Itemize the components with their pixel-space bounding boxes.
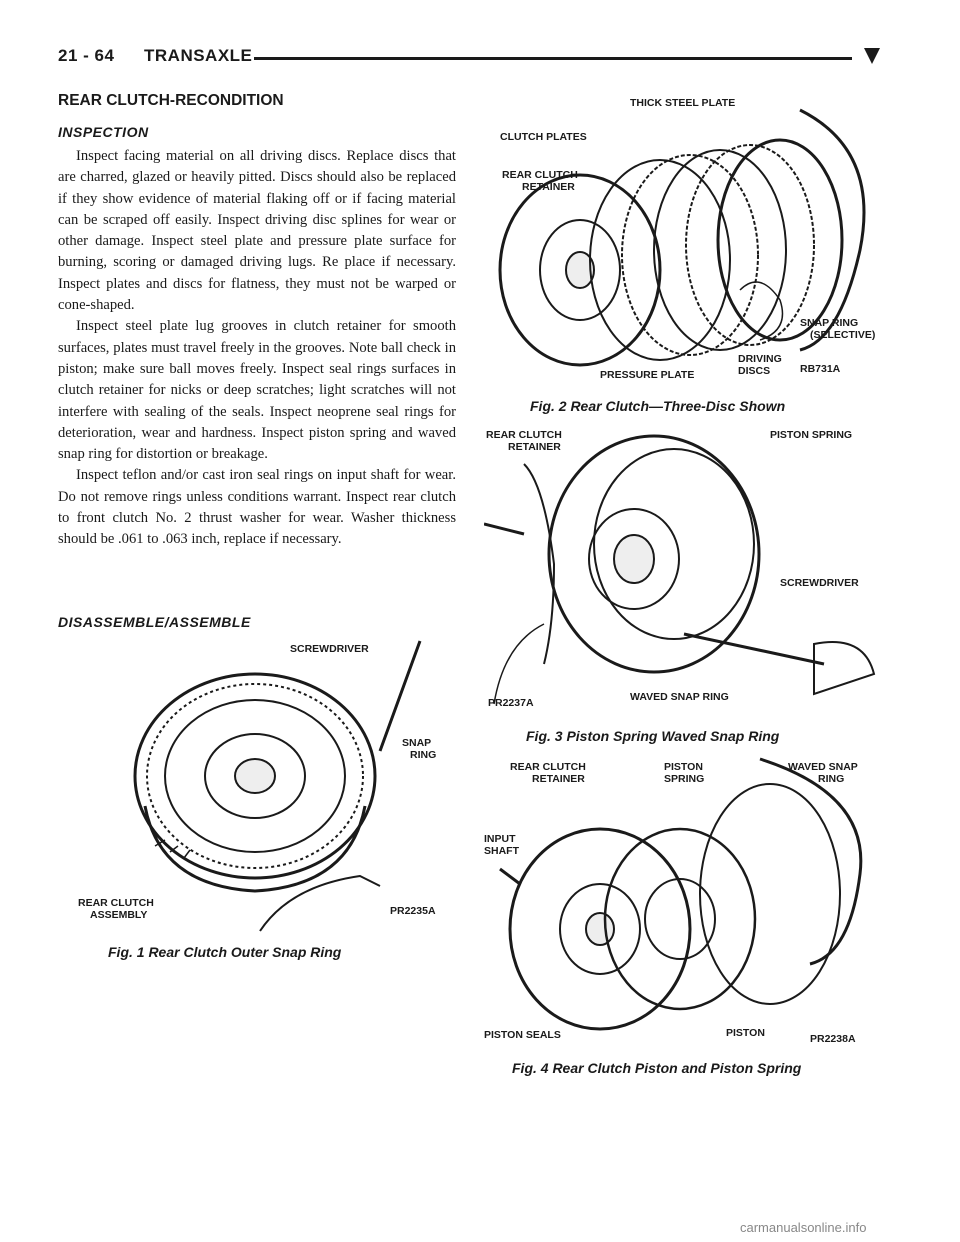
inspection-text (58, 146, 456, 551)
fig3-illustration (484, 424, 880, 720)
fig4-figure-code: PR2238A (810, 1033, 856, 1045)
fig4-label-retainer-2: RETAINER (532, 773, 585, 785)
fig1-label-ring: RING (410, 749, 437, 761)
fig4-label-waved-1: WAVED SNAP (788, 761, 858, 773)
inspection-heading: INSPECTION (58, 124, 149, 140)
fig3-figure-code: PR2237A (488, 697, 534, 709)
fig2-figure-code: RB731A (800, 363, 841, 375)
fig1-caption: Fig. 1 Rear Clutch Outer Snap Ring (108, 944, 342, 960)
fig1-figure-code: PR2235A (390, 905, 436, 917)
section-name: TRANSAXLE (144, 46, 253, 65)
fig4-caption: Fig. 4 Rear Clutch Piston and Piston Spring (512, 1060, 802, 1076)
page-header (58, 46, 880, 70)
header-rule (254, 57, 852, 60)
fig3-label-retainer-1: REAR CLUTCH (486, 429, 562, 441)
fig2-label-selective: (SELECTIVE) (810, 329, 876, 341)
triangle-marker-icon (864, 48, 880, 64)
fig1-clutch-drawing (135, 641, 420, 931)
fig4-label-piston-1: PISTON (664, 761, 703, 773)
fig2-illustration (480, 90, 880, 390)
fig4-illustration (480, 754, 880, 1054)
fig3-caption: Fig. 3 Piston Spring Waved Snap Ring (526, 728, 780, 744)
disassemble-heading: DISASSEMBLE/ASSEMBLE (58, 614, 251, 630)
fig2-label-discs: DISCS (738, 365, 771, 377)
fig3-label-waved-snap-ring: WAVED SNAP RING (630, 691, 729, 703)
fig1-label-screwdriver: SCREWDRIVER (290, 643, 369, 655)
fig3-label-piston-spring: PISTON SPRING (770, 429, 853, 441)
fig2-label-driving: DRIVING (738, 353, 782, 365)
inspection-paragraph-2: Inspect steel plate lug grooves in clutch retainer for smooth surfaces, plates must travel freely in the grooves. Note ball check in piston; make sure ball moves freely. Inspect seal rings surfaces in clutch retainer for nicks or deep scratches; light scratches will not interfere with sealing of the seals. Inspect neoprene seal rings for deterioration, wear and hardness. Inspect piston spring and waved snap ring for distortion or breakage. (58, 318, 456, 463)
fig3-label-screwdriver: SCREWDRIVER (780, 577, 859, 589)
fig4-label-piston: PISTON (726, 1027, 765, 1039)
fig4-label-shaft: SHAFT (484, 845, 519, 857)
section-title: REAR CLUTCH-RECONDITION (58, 92, 284, 109)
fig2-label-snap-ring: SNAP RING (800, 317, 859, 329)
fig4-label-input: INPUT (484, 833, 516, 845)
fig2-caption: Fig. 2 Rear Clutch—Three-Disc Shown (530, 398, 786, 414)
fig4-label-retainer-1: REAR CLUTCH (510, 761, 586, 773)
fig2-label-clutch-plates: CLUTCH PLATES (500, 131, 587, 143)
watermark-text: carmanualsonline.info (740, 1220, 867, 1235)
fig4-piston-drawing (500, 759, 861, 1029)
page-number: 21 - 64 (58, 46, 115, 65)
inspection-paragraph-3: Inspect teflon and/or cast iron seal rings on input shaft for wear. Do not remove rings unless conditions warrant. Inspect rear clutch to front clutch No. 2 thrust washer for wear. Washer thickness should be .061 to .063 inch, replace if necessary. (58, 467, 456, 548)
fig2-label-retainer-1: REAR CLUTCH (502, 169, 578, 181)
fig1-label-assembly-1: REAR CLUTCH (78, 897, 154, 909)
fig1-illustration (60, 636, 460, 936)
fig2-label-thick-steel-plate: THICK STEEL PLATE (630, 97, 736, 109)
fig4-label-piston-seals: PISTON SEALS (484, 1029, 561, 1041)
fig4-label-spring-2: SPRING (664, 773, 705, 785)
fig1-label-snap: SNAP (402, 737, 432, 749)
fig2-label-retainer-2: RETAINER (522, 181, 575, 193)
inspection-paragraph-1: Inspect facing material on all driving discs. Replace discs that are charred, glazed or heavily pitted. Discs should also be replaced if they show evidence of material flaking off or if facing material can be scraped off easily. Inspect driving disc splines for wear or other damage. Inspect steel plate and pressure plate surface for burning, scoring or damaged driving lugs. Re place if necessary. Inspect plates and discs for flatness, they must not be warped or cone-shaped. (58, 148, 456, 314)
fig3-label-retainer-2: RETAINER (508, 441, 561, 453)
fig2-label-pressure-plate: PRESSURE PLATE (600, 369, 695, 381)
fig3-piston-spring-drawing (484, 436, 874, 704)
fig1-label-assembly-2: ASSEMBLY (90, 909, 148, 921)
fig4-label-waved-2: RING (818, 773, 845, 785)
